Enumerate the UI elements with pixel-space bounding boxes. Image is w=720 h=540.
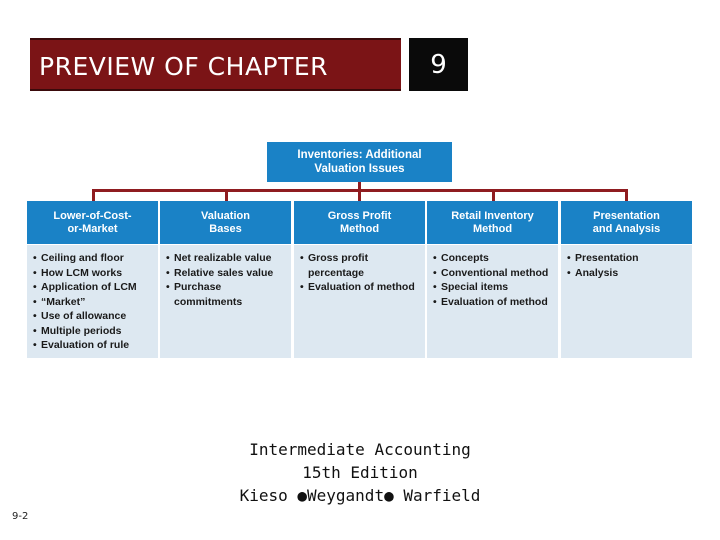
connector-drop-4	[492, 189, 495, 201]
topic-item: • Multiple periods	[33, 324, 154, 339]
category-header-lower-of-cost-or-market	[27, 201, 158, 244]
diagram-root-box	[267, 142, 452, 182]
category-title-line2: or-Market	[67, 222, 118, 235]
slide-number: 9-2	[12, 511, 29, 522]
connector-drop-2	[225, 189, 228, 201]
category-title-line1: Gross Profit	[327, 209, 392, 222]
topic-item: • How LCM works	[33, 266, 154, 281]
topic-item: • Evaluation of method	[433, 295, 554, 310]
root-title-line2: Valuation Issues	[314, 163, 405, 175]
category-header-retail-inventory-method	[427, 201, 558, 244]
topic-list	[300, 251, 421, 295]
book-title: Intermediate Accounting	[249, 440, 471, 459]
category-title-line2: Method	[339, 222, 380, 235]
category-title-line2: and Analysis	[592, 222, 661, 235]
topic-item: • Ceiling and floor	[33, 251, 154, 266]
connector-drop-3	[358, 189, 361, 201]
root-title-line1: Inventories: Additional	[297, 149, 422, 161]
topic-list	[166, 251, 287, 309]
topic-item: • Evaluation of rule	[33, 338, 154, 353]
topic-item: • Net realizable value	[166, 251, 287, 266]
category-title-line2: Bases	[209, 222, 242, 235]
category-title-line1: Valuation	[201, 209, 250, 222]
connector-drop-1	[92, 189, 95, 201]
category-title-line2: Method	[472, 222, 513, 235]
category-title-line1: Retail Inventory	[451, 209, 534, 222]
topic-item: • Application of LCM	[33, 280, 154, 295]
category-header-presentation-and-analysis	[561, 201, 692, 244]
category-title-line1: Lower-of-Cost-	[53, 209, 132, 222]
book-authors: Kieso ●Weygandt● Warfield	[239, 486, 481, 505]
category-body-valuation-bases	[160, 245, 291, 358]
book-edition: 15th Edition	[302, 463, 418, 482]
topic-item: • Relative sales value	[166, 266, 287, 281]
category-header-valuation-bases	[160, 201, 291, 244]
topic-list	[433, 251, 554, 309]
topic-item: • Special items	[433, 280, 554, 295]
topic-item: • Concepts	[433, 251, 554, 266]
connector-drop-5	[625, 189, 628, 201]
category-body-gross-profit-method	[294, 245, 425, 358]
topic-item: • Analysis	[567, 266, 688, 281]
topic-item: • “Market”	[33, 295, 154, 310]
chapter-title-banner	[30, 38, 401, 91]
topic-list	[567, 251, 688, 280]
topic-list	[33, 251, 154, 353]
category-body-lower-of-cost-or-market	[27, 245, 158, 358]
category-title-line1: Presentation	[593, 209, 660, 222]
category-header-gross-profit-method	[294, 201, 425, 244]
chapter-title: PREVIEW OF CHAPTER	[39, 52, 329, 81]
topic-item: • Purchase commitments	[166, 280, 287, 309]
chapter-number: 9	[430, 50, 447, 80]
topic-item: • Conventional method	[433, 266, 554, 281]
category-body-retail-inventory-method	[427, 245, 558, 358]
chapter-number-box	[409, 38, 468, 91]
category-body-presentation-and-analysis	[561, 245, 692, 358]
topic-item: • Gross profit percentage	[300, 251, 421, 280]
topic-item: • Evaluation of method	[300, 280, 421, 295]
topic-item: • Presentation	[567, 251, 688, 266]
topic-item: • Use of allowance	[33, 309, 154, 324]
